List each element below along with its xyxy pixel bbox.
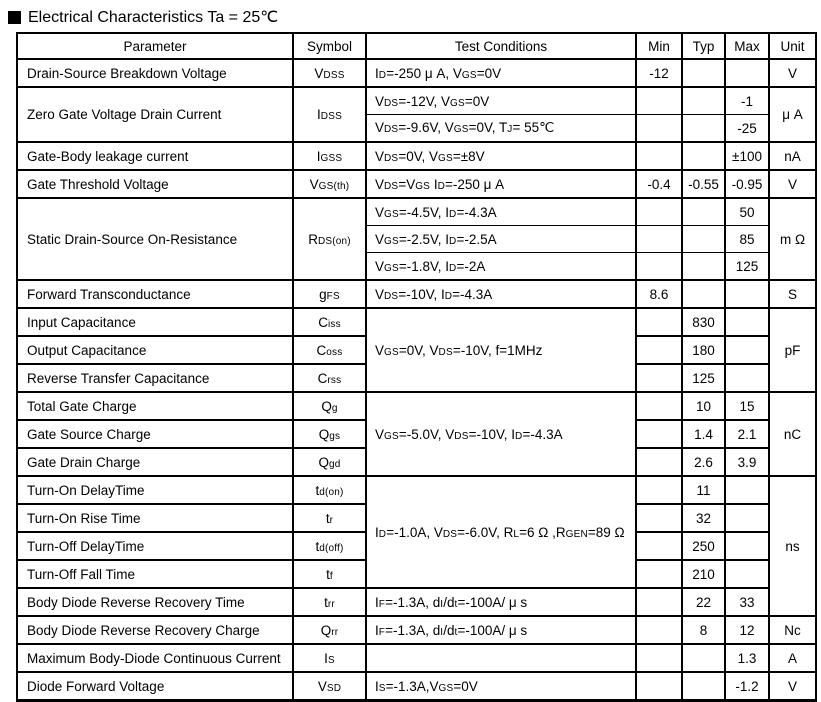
subscript-text: GEN bbox=[565, 528, 588, 540]
param-cell: Output Capacitance bbox=[17, 336, 293, 364]
subscript-text: D bbox=[444, 290, 453, 302]
param-cell: Body Diode Reverse Recovery Charge bbox=[17, 616, 293, 644]
cond-cell: VDS=0V, VGS=±8V bbox=[366, 142, 636, 170]
max-cell: -0.95 bbox=[725, 170, 769, 198]
table-row bbox=[17, 588, 816, 616]
max-cell bbox=[725, 504, 769, 532]
max-cell: 15 bbox=[725, 392, 769, 420]
unit-cell: V bbox=[769, 59, 816, 87]
subscript-text: GS(th) bbox=[318, 180, 350, 192]
max-cell: 33 bbox=[725, 588, 769, 616]
subscript-text: DS bbox=[384, 97, 399, 109]
unit-cell: Nc bbox=[769, 616, 816, 644]
subscript-text: F bbox=[378, 598, 386, 610]
subscript-text: D bbox=[449, 208, 457, 220]
subscript-text: GS bbox=[449, 97, 465, 109]
max-cell bbox=[725, 280, 769, 308]
table-row bbox=[17, 280, 816, 308]
unit-cell: A bbox=[769, 644, 816, 672]
symbol-cell: VGS(th) bbox=[293, 170, 366, 198]
table-row bbox=[17, 142, 816, 170]
max-cell bbox=[725, 59, 769, 87]
param-cell: Turn-On Rise Time bbox=[17, 504, 293, 532]
symbol-cell: IDSS bbox=[293, 87, 366, 142]
subscript-text: S bbox=[378, 682, 386, 694]
subscript-text: D bbox=[437, 180, 445, 192]
table-row bbox=[17, 392, 816, 420]
subscript-text: DS bbox=[384, 290, 399, 302]
min-cell bbox=[636, 226, 682, 253]
typ-cell bbox=[682, 59, 725, 87]
subscript-text: FS bbox=[326, 290, 340, 302]
subscript-text: GS bbox=[384, 235, 399, 247]
cond-cell: VDS=-9.6V, VGS=0V, TJ= 55℃ bbox=[366, 115, 636, 143]
min-cell bbox=[636, 87, 682, 115]
subscript-text: oss bbox=[326, 346, 343, 358]
param-cell: Gate Drain Charge bbox=[17, 448, 293, 476]
symbol-cell: VSD bbox=[293, 672, 366, 701]
symbol-cell: IS bbox=[293, 644, 366, 672]
param-cell: Gate-Body leakage current bbox=[17, 142, 293, 170]
min-cell bbox=[636, 644, 682, 672]
typ-cell bbox=[682, 142, 725, 170]
typ-cell: 125 bbox=[682, 364, 725, 392]
typ-cell: 2.6 bbox=[682, 448, 725, 476]
min-cell bbox=[636, 392, 682, 420]
max-cell bbox=[725, 308, 769, 336]
subscript-text: GS bbox=[415, 180, 431, 192]
table-row bbox=[17, 198, 816, 226]
subscript-text: DSS bbox=[320, 111, 342, 122]
subscript-text: DS(on) bbox=[317, 235, 351, 247]
min-cell bbox=[636, 253, 682, 281]
unit-cell: μ A bbox=[769, 87, 816, 142]
unit-cell: V bbox=[769, 170, 816, 198]
typ-cell bbox=[682, 280, 725, 308]
typ-cell: 8 bbox=[682, 616, 725, 644]
min-cell: -0.4 bbox=[636, 170, 682, 198]
typ-cell: 11 bbox=[682, 476, 725, 504]
cond-cell bbox=[366, 644, 636, 672]
subscript-text: D bbox=[449, 262, 457, 274]
min-cell bbox=[636, 115, 682, 143]
header-unit: Unit bbox=[769, 33, 816, 59]
table-row bbox=[17, 476, 816, 504]
min-cell bbox=[636, 532, 682, 560]
subscript-text: f bbox=[329, 570, 333, 582]
subscript-text: gd bbox=[328, 458, 341, 470]
subscript-text: SD bbox=[326, 682, 342, 694]
symbol-cell: td(on) bbox=[293, 476, 366, 504]
subscript-text: GSS bbox=[320, 152, 343, 164]
cond-cell: VGS=0V, VDS=-10V, f=1MHz bbox=[366, 308, 636, 392]
max-cell bbox=[725, 336, 769, 364]
table-row bbox=[17, 170, 816, 198]
min-cell bbox=[636, 142, 682, 170]
subscript-text: F bbox=[378, 626, 386, 638]
subscript-text: GS bbox=[384, 262, 399, 274]
param-cell: Zero Gate Voltage Drain Current bbox=[17, 87, 293, 142]
subscript-text: d(off) bbox=[319, 542, 344, 554]
param-cell: Forward Transconductance bbox=[17, 280, 293, 308]
typ-cell bbox=[682, 253, 725, 281]
table-body bbox=[17, 59, 816, 701]
header-symbol: Symbol bbox=[293, 33, 366, 59]
header-test-conditions: Test Conditions bbox=[366, 33, 636, 59]
typ-cell: 1.4 bbox=[682, 420, 725, 448]
symbol-cell: Coss bbox=[293, 336, 366, 364]
symbol-cell: td(off) bbox=[293, 532, 366, 560]
max-cell bbox=[725, 476, 769, 504]
table-row bbox=[17, 644, 816, 672]
symbol-cell: Qgs bbox=[293, 420, 366, 448]
symbol-cell: Qg bbox=[293, 392, 366, 420]
max-cell: 85 bbox=[725, 226, 769, 253]
subscript-text: r bbox=[329, 514, 334, 526]
cond-cell: VDS=-10V, ID=-4.3A bbox=[366, 280, 636, 308]
table-row bbox=[17, 308, 816, 336]
param-cell: Static Drain-Source On-Resistance bbox=[17, 198, 293, 280]
param-cell: Turn-On DelayTime bbox=[17, 476, 293, 504]
symbol-cell: Qgd bbox=[293, 448, 366, 476]
typ-cell: 10 bbox=[682, 392, 725, 420]
cond-cell: VDS=VGS ID=-250 μ A bbox=[366, 170, 636, 198]
typ-cell: 180 bbox=[682, 336, 725, 364]
table-row bbox=[17, 87, 816, 115]
symbol-cell: tr bbox=[293, 504, 366, 532]
subscript-text: DS bbox=[384, 124, 399, 135]
cond-cell: VDS=-12V, VGS=0V bbox=[366, 87, 636, 115]
min-cell bbox=[636, 448, 682, 476]
symbol-cell: Crss bbox=[293, 364, 366, 392]
min-cell bbox=[636, 672, 682, 701]
min-cell bbox=[636, 308, 682, 336]
min-cell: -12 bbox=[636, 59, 682, 87]
param-cell: Gate Threshold Voltage bbox=[17, 170, 293, 198]
max-cell: 1.3 bbox=[725, 644, 769, 672]
cond-cell: VGS=-1.8V, ID=-2A bbox=[366, 253, 636, 281]
header-row bbox=[17, 33, 816, 59]
typ-cell: -0.55 bbox=[682, 170, 725, 198]
param-cell: Drain-Source Breakdown Voltage bbox=[17, 59, 293, 87]
subscript-text: GS bbox=[384, 208, 399, 220]
symbol-cell: IGSS bbox=[293, 142, 366, 170]
section-title-text: Electrical Characteristics Ta = 25℃ bbox=[28, 9, 279, 26]
symbol-cell: Ciss bbox=[293, 308, 366, 336]
cond-cell: ID=-250 μ A, VGS=0V bbox=[366, 59, 636, 87]
subscript-text: L bbox=[513, 528, 520, 540]
param-cell: Gate Source Charge bbox=[17, 420, 293, 448]
symbol-cell: VDSS bbox=[293, 59, 366, 87]
min-cell bbox=[636, 476, 682, 504]
max-cell: -25 bbox=[725, 115, 769, 143]
unit-cell: m Ω bbox=[769, 198, 816, 280]
symbol-cell: gFS bbox=[293, 280, 366, 308]
subscript-text: gs bbox=[329, 430, 341, 442]
table-row bbox=[17, 616, 816, 644]
min-cell bbox=[636, 560, 682, 588]
subscript-text: DS bbox=[384, 180, 399, 192]
typ-cell: 830 bbox=[682, 308, 725, 336]
subscript-text: d(on) bbox=[319, 486, 344, 498]
param-cell: Turn-Off DelayTime bbox=[17, 532, 293, 560]
subscript-text: DS bbox=[384, 152, 399, 164]
subscript-text: t bbox=[454, 598, 458, 610]
typ-cell bbox=[682, 198, 725, 226]
cond-cell: IS=-1.3A,VGS=0V bbox=[366, 672, 636, 701]
param-cell: Reverse Transfer Capacitance bbox=[17, 364, 293, 392]
cond-cell: IF=-1.3A, dI/dt=-100A/ μ s bbox=[366, 588, 636, 616]
table-row bbox=[17, 59, 816, 87]
subscript-text: DS bbox=[454, 430, 469, 442]
subscript-text: g bbox=[331, 402, 338, 414]
typ-cell bbox=[682, 115, 725, 143]
subscript-text: rr bbox=[327, 598, 335, 610]
subscript-text: rr bbox=[331, 626, 339, 638]
max-cell bbox=[725, 532, 769, 560]
param-cell: Body Diode Reverse Recovery Time bbox=[17, 588, 293, 616]
max-cell: -1 bbox=[725, 87, 769, 115]
cond-cell: VGS=-4.5V, ID=-4.3A bbox=[366, 198, 636, 226]
typ-cell bbox=[682, 87, 725, 115]
min-cell bbox=[636, 616, 682, 644]
symbol-cell: Qrr bbox=[293, 616, 366, 644]
header-parameter: Parameter bbox=[17, 33, 293, 59]
subscript-text: GS bbox=[437, 152, 453, 164]
typ-cell: 22 bbox=[682, 588, 725, 616]
subscript-text: DS bbox=[438, 346, 453, 358]
min-cell bbox=[636, 588, 682, 616]
unit-cell: nC bbox=[769, 392, 816, 476]
unit-cell: ns bbox=[769, 476, 816, 616]
section-title bbox=[8, 7, 821, 27]
unit-cell: S bbox=[769, 280, 816, 308]
max-cell: 12 bbox=[725, 616, 769, 644]
subscript-text: D bbox=[449, 235, 457, 247]
cond-cell: VGS=-5.0V, VDS=-10V, ID=-4.3A bbox=[366, 392, 636, 476]
subscript-text: GS bbox=[384, 430, 399, 442]
param-cell: Maximum Body-Diode Continuous Current bbox=[17, 644, 293, 672]
subscript-text: rss bbox=[327, 374, 342, 386]
max-cell bbox=[725, 364, 769, 392]
header-max: Max bbox=[725, 33, 769, 59]
typ-cell bbox=[682, 672, 725, 701]
subscript-text: DSS bbox=[323, 69, 345, 81]
subscript-text: t bbox=[454, 626, 458, 638]
subscript-text: GS bbox=[453, 124, 469, 135]
subscript-text: D bbox=[378, 69, 387, 81]
header-typ: Typ bbox=[682, 33, 725, 59]
param-cell: Turn-Off Fall Time bbox=[17, 560, 293, 588]
unit-cell: nA bbox=[769, 142, 816, 170]
subscript-text: J bbox=[507, 124, 513, 135]
param-cell: Input Capacitance bbox=[17, 308, 293, 336]
subscript-text: I bbox=[440, 626, 444, 638]
unit-cell: V bbox=[769, 672, 816, 701]
max-cell bbox=[725, 560, 769, 588]
max-cell: 2.1 bbox=[725, 420, 769, 448]
param-cell: Diode Forward Voltage bbox=[17, 672, 293, 701]
section-bullet-icon bbox=[8, 11, 21, 24]
table-row bbox=[17, 672, 816, 701]
subscript-text: iss bbox=[327, 318, 341, 330]
cond-cell: ID=-1.0A, VDS=-6.0V, RL=6 Ω ,RGEN=89 Ω bbox=[366, 476, 636, 588]
symbol-cell: trr bbox=[293, 588, 366, 616]
subscript-text: GS bbox=[384, 346, 399, 358]
min-cell bbox=[636, 336, 682, 364]
subscript-text: DS bbox=[442, 528, 458, 540]
max-cell: 3.9 bbox=[725, 448, 769, 476]
param-cell: Total Gate Charge bbox=[17, 392, 293, 420]
max-cell: 125 bbox=[725, 253, 769, 281]
max-cell: ±100 bbox=[725, 142, 769, 170]
electrical-characteristics-table bbox=[16, 32, 817, 702]
min-cell: 8.6 bbox=[636, 280, 682, 308]
max-cell: -1.2 bbox=[725, 672, 769, 701]
typ-cell: 250 bbox=[682, 532, 725, 560]
cond-cell: IF=-1.3A, dI/dt=-100A/ μ s bbox=[366, 616, 636, 644]
symbol-cell: tf bbox=[293, 560, 366, 588]
subscript-text: GS bbox=[438, 682, 454, 694]
typ-cell bbox=[682, 644, 725, 672]
header-min: Min bbox=[636, 33, 682, 59]
min-cell bbox=[636, 364, 682, 392]
max-cell: 50 bbox=[725, 198, 769, 226]
subscript-text: I bbox=[440, 598, 444, 610]
min-cell bbox=[636, 420, 682, 448]
typ-cell: 32 bbox=[682, 504, 725, 532]
min-cell bbox=[636, 504, 682, 532]
subscript-text: D bbox=[378, 528, 387, 540]
symbol-cell: RDS(on) bbox=[293, 198, 366, 280]
typ-cell: 210 bbox=[682, 560, 725, 588]
subscript-text: S bbox=[327, 654, 335, 666]
unit-cell: pF bbox=[769, 308, 816, 392]
cond-cell: VGS=-2.5V, ID=-2.5A bbox=[366, 226, 636, 253]
min-cell bbox=[636, 198, 682, 226]
typ-cell bbox=[682, 226, 725, 253]
subscript-text: GS bbox=[461, 69, 477, 81]
subscript-text: D bbox=[515, 430, 523, 442]
